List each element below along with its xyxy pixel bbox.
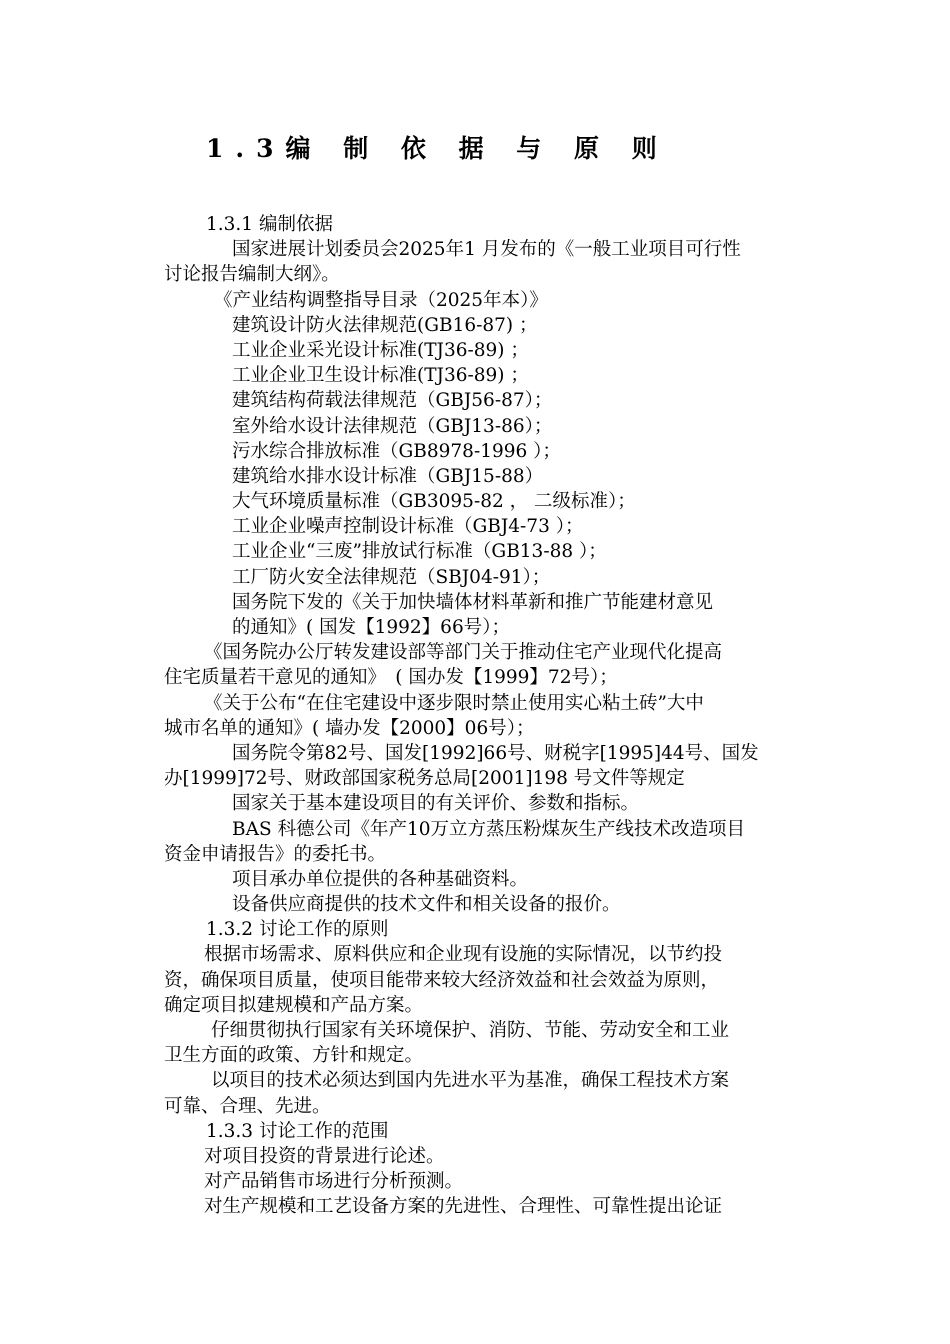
text-line: 国务院令第82号、国发[1992]66号、财税字[1995]44号、国发	[232, 742, 759, 764]
text-line: 1.3.2 讨论工作的原则	[206, 919, 389, 941]
text-line: 对生产规模和工艺设备方案的先进性、合理性、可靠性提出论证	[204, 1196, 723, 1218]
text-line: BAS 科德公司《年产10万立方蒸压粉煤灰生产线技术改造项目	[232, 818, 746, 840]
text-line: 对项目投资的背景进行论述。	[204, 1145, 445, 1167]
text-line: 资金申请报告》的委托书。	[164, 843, 387, 865]
text-line: 建筑设计防火法律规范(GB16-87) ；	[232, 314, 538, 336]
document-body	[164, 212, 836, 1220]
text-line: 《关于公布“在住宅建设中逐步限时禁止使用实心粘土砖”大中	[204, 692, 704, 714]
text-line: 卫生方面的政策、方针和规定。	[164, 1045, 424, 1067]
text-line: 国家进展计划委员会2025年1 月发布的《一般工业项目可行性	[232, 239, 741, 261]
text-line: 工业企业噪声控制设计标准（GBJ4-73 ）；	[232, 516, 584, 538]
text-line: 建筑结构荷载法律规范（GBJ56-87）；	[232, 390, 553, 412]
text-line: 办[1999]72号、财政部国家税务总局[2001]198 号文件等规定	[164, 768, 685, 790]
text-line: 讨论报告编制大纲》。	[164, 264, 340, 286]
text-line: 国家关于基本建设项目的有关评价、参数和指标。	[232, 793, 640, 815]
text-line: 项目承办单位提供的各种基础资料。	[232, 868, 529, 890]
text-line: 资，确保项目质量，使项目能带来较大经济效益和社会效益为原则，	[164, 969, 720, 991]
text-line: 以项目的技术必须达到国内先进水平为基准，确保工程技术方案	[211, 1070, 730, 1092]
text-line: 建筑给水排水设计标准（GBJ15-88）	[232, 465, 544, 487]
text-line: 城市名单的通知》( 墙办发【2000】06号）；	[164, 717, 535, 739]
section-heading: 1.3编 制 依 据 与 原 则	[206, 134, 669, 163]
text-line: 《国务院办公厅转发建设部等部门关于推动住宅产业现代化提高	[204, 642, 723, 664]
text-line: 大气环境质量标准（GB3095-82 ， 二级标准）；	[232, 491, 636, 513]
text-line: 1.3.1 编制依据	[206, 214, 333, 235]
text-line: 国务院下发的《关于加快墙体材料革新和推广节能建材意见	[232, 591, 714, 613]
text-line: 确定项目拟建规模和产品方案。	[164, 994, 424, 1016]
text-line: 设备供应商提供的技术文件和相关设备的报价。	[232, 894, 621, 916]
text-line: 污水综合排放标准（GB8978-1996 ）；	[232, 440, 561, 462]
text-line: 根据市场需求、原料供应和企业现有设施的实际情况，以节约投	[204, 944, 723, 966]
text-line: 1.3.3 讨论工作的范围	[206, 1120, 389, 1142]
text-line: 室外给水设计法律规范（GBJ13-86）；	[232, 415, 553, 437]
text-line: 的通知》( 国发【1992】66号）；	[232, 617, 510, 638]
text-line: 工厂防火安全法律规范（SBJ04-91）；	[232, 566, 551, 588]
text-line: 住宅质量若干意见的通知》 ( 国办发【1999】72号）；	[164, 667, 618, 689]
text-line: 《产业结构调整指导目录（2025年本）》	[214, 289, 548, 311]
text-line: 对产品销售市场进行分析预测。	[204, 1171, 464, 1193]
text-line: 工业企业采光设计标准(TJ36-89) ；	[232, 339, 529, 361]
text-line: 可靠、合理、先进。	[164, 1095, 331, 1117]
text-line: 仔细贯彻执行国家有关环境保护、消防、节能、劳动安全和工业	[211, 1020, 730, 1041]
text-line: 工业企业卫生设计标准(TJ36-89) ；	[232, 365, 529, 387]
text-line: 工业企业“三废”排放试行标准（GB13-88 ）；	[232, 541, 607, 563]
